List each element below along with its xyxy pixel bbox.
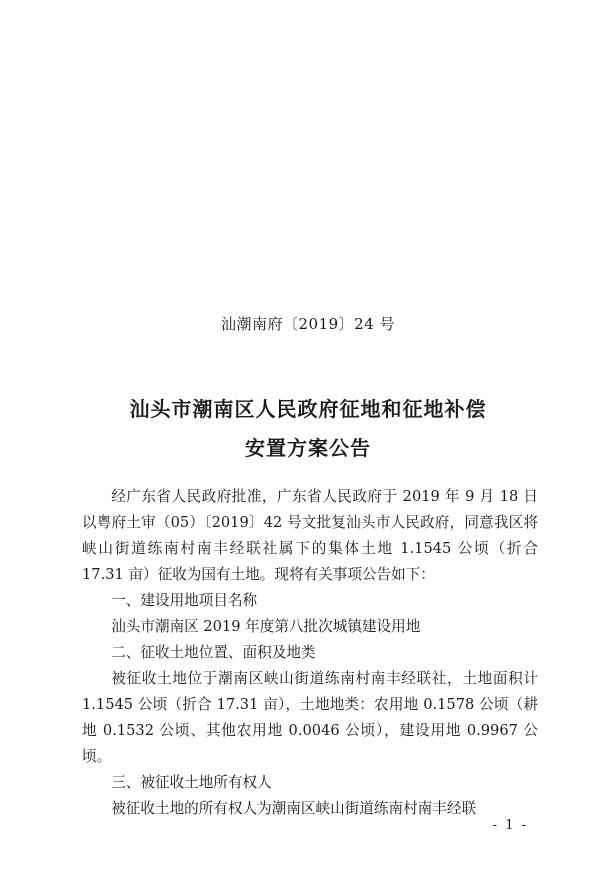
section-heading-location-area: 二、征收土地位置、面积及地类 xyxy=(111,644,316,661)
page-number: - 1 - xyxy=(492,818,528,833)
intro-paragraph: 经广东省人民政府批准，广东省人民政府于 2019 年 9 月 18 日以粤府土审（05）〔2019〕42 号文批复汕头市人民政府，同意我区将峡山街道练南村南丰经联社属下的集体土地 1.1545 公顷（折合 17.31 亩）征收为国有土地。现将有关事项公告如下： xyxy=(82,488,538,583)
document-body xyxy=(82,484,538,822)
document-title-line-1: 汕头市潮南区人民政府征地和征地补偿 xyxy=(129,397,487,421)
location-area-paragraph: 被征收土地位于潮南区峡山街道练南村南丰经联社，土地面积计 1.1545 公顷（折合 17.31 亩），土地地类：农用地 0.1578 公顷（耕地 0.1532 公顷、其他农用地 0.0046 公顷），建设用地 0.9967 公顷。 xyxy=(82,670,538,765)
project-name-paragraph: 汕头市潮南区 2019 年度第八批次城镇建设用地 xyxy=(111,618,421,635)
document-number: 汕潮南府〔2019〕24 号 xyxy=(220,315,396,333)
section-heading-project-name: 一、建设用地项目名称 xyxy=(111,592,258,609)
document-title-line-2: 安置方案公告 xyxy=(245,436,371,460)
owner-paragraph: 被征收土地的所有权人为潮南区峡山街道练南村南丰经联 xyxy=(111,800,477,817)
section-heading-owner: 三、被征收土地所有权人 xyxy=(111,774,272,791)
